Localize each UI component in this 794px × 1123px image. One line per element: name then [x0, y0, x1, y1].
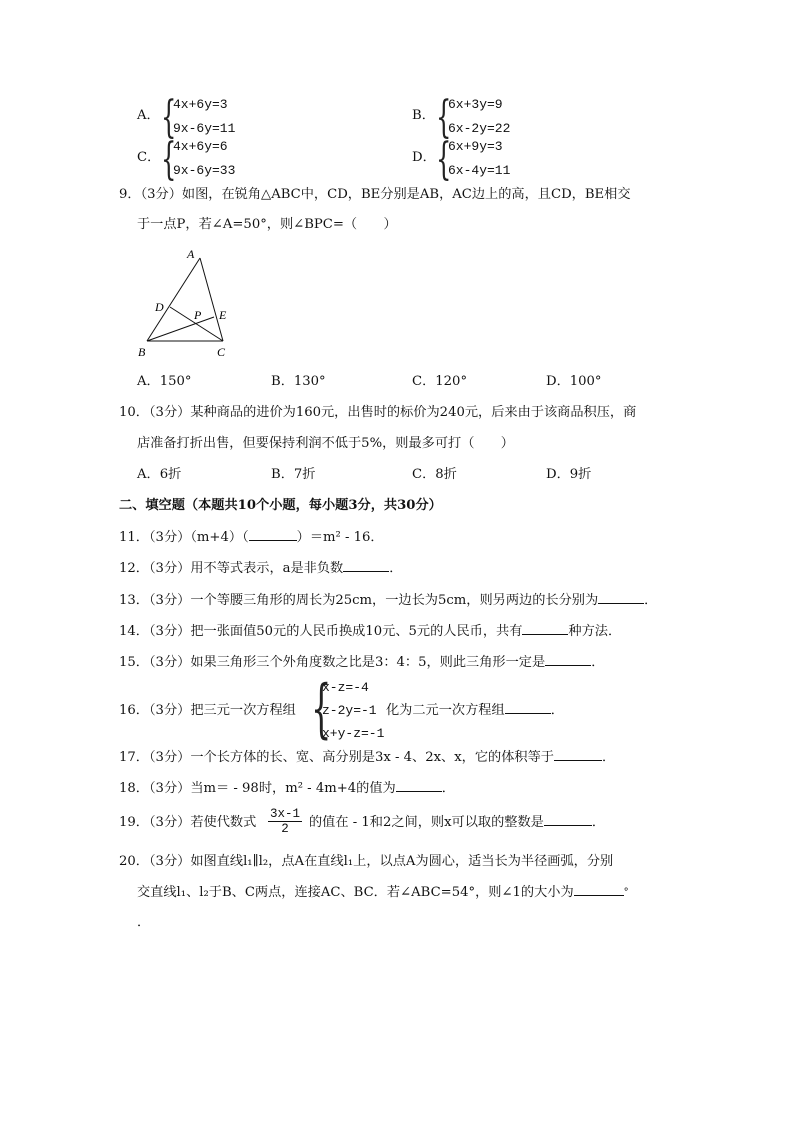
- q8-option-b-label: B．: [412, 108, 435, 123]
- q13-post: ．: [644, 593, 658, 608]
- q9-option-b: B．130°: [271, 374, 326, 389]
- q14: [119, 623, 621, 641]
- q20-line2-text: 交直线l₁、l₂于B、C两点，连接AC、BC．若∠ABC=54°，则∠1的大小为: [137, 885, 574, 900]
- q10-line1: 10．（3分）某种商品的进价为160元，出售时的标价为240元，后来由于该商品积压，商: [119, 405, 637, 420]
- brace-icon: {: [436, 92, 452, 143]
- q8-option-c-label: C．: [137, 150, 161, 165]
- label-c: C: [217, 345, 226, 359]
- label-p: P: [194, 308, 202, 322]
- q16-post: ．: [550, 703, 564, 718]
- q19-post: ．: [591, 815, 606, 830]
- answer-blank: [522, 634, 568, 635]
- answer-blank: [545, 665, 591, 666]
- q8-c-eq1: 4x+6y=6: [173, 139, 228, 154]
- q19-mid: 的值在 - 1和2之间，则x可以取的整数是: [309, 815, 544, 830]
- q13-pre: 13．（3分）一个等腰三角形的周长为25cm，一边长为5cm，则另两边的长分别为: [119, 593, 599, 608]
- label-b: B: [138, 345, 146, 359]
- q11-post: ）＝m² - 16．: [296, 530, 384, 545]
- q15: [119, 654, 604, 672]
- q8-option-d-label: D．: [412, 150, 436, 165]
- q9-line2: 于一点P，若∠A=50°，则∠BPC=（ ）: [137, 217, 397, 232]
- label-a: A: [187, 247, 195, 261]
- q9-option-a: A．150°: [137, 374, 192, 389]
- answer-blank: [343, 571, 389, 572]
- q14-pre: 14．（3分）把一张面值50元的人民币换成10元、5元的人民币，共有: [119, 624, 523, 639]
- q8-a-eq1: 4x+6y=3: [173, 97, 228, 112]
- label-d: D: [155, 300, 164, 314]
- triangle-figure: [130, 245, 250, 365]
- q15-post: ．: [591, 655, 605, 670]
- brace-icon: {: [161, 134, 177, 185]
- q9-line1: 9．（3分）如图，在锐角△ABC中，CD，BE分别是AB，AC边上的高，且CD，BE相交: [119, 187, 631, 202]
- q20-line3: ．: [137, 915, 151, 930]
- q8-c-eq2: 9x-6y=33: [173, 163, 236, 178]
- q19-pre: 19．（3分）若使代数式: [119, 815, 257, 830]
- q16-mid: 化为二元一次方程组: [386, 703, 505, 718]
- q17-pre: 17．（3分）一个长方体的长、宽、高分别是3x - 4、2x、x，它的体积等于: [119, 750, 554, 765]
- q16-pre: 16．（3分）把三元一次方程组: [119, 703, 296, 718]
- q8-option-a-label: A．: [137, 108, 160, 123]
- fraction-denominator: 2: [281, 822, 289, 836]
- q13: [119, 592, 657, 610]
- q10-option-c: C．8折: [412, 467, 457, 482]
- q15-pre: 15．（3分）如果三角形三个外角度数之比是3：4：5，则此三角形一定是: [119, 655, 546, 670]
- q17-post: ．: [601, 750, 616, 765]
- q10-option-a: A．6折: [137, 467, 182, 482]
- q8-a-eq2: 9x-6y=11: [173, 121, 236, 136]
- section-heading: 二、填空题（本题共10个小题，每小题3分，共30分）: [119, 498, 442, 513]
- answer-blank: [249, 540, 297, 541]
- brace-icon: {: [436, 134, 452, 185]
- q8-b-eq1: 6x+3y=9: [448, 97, 503, 112]
- q16-tail: [386, 702, 564, 720]
- q20-line1: 20．（3分）如图直线l₁∥l₂，点A在直线l₁上，以点A为圆心，适当长为半径画弧，分别: [119, 854, 614, 869]
- q16-eq1: x-z=-4: [322, 680, 369, 695]
- q17: [119, 749, 615, 767]
- q10-line2: 店准备打折出售，但要保持利润不低于5%，则最多可打（ ）: [137, 436, 514, 451]
- q14-post: 种方法．: [568, 624, 622, 639]
- q16-eq3: x+y-z=-1: [322, 726, 385, 741]
- q19-tail: [309, 814, 605, 832]
- q8-b-eq2: 6x-2y=22: [448, 121, 511, 136]
- answer-blank: [544, 825, 592, 826]
- q10-option-b: B．7折: [271, 467, 316, 482]
- q18-pre: 18．（3分）当m＝ - 98时，m² - 4m+4的值为: [119, 781, 396, 796]
- answer-blank: [574, 895, 624, 896]
- answer-blank: [598, 603, 644, 604]
- q8-d-eq1: 6x+9y=3: [448, 139, 503, 154]
- q16-eq2: z-2y=-1: [322, 703, 377, 718]
- q18: [119, 780, 455, 798]
- degree-mark: °: [623, 887, 629, 898]
- answer-blank: [396, 791, 442, 792]
- q8-d-eq2: 6x-4y=11: [448, 163, 511, 178]
- q12-post: ．: [389, 561, 403, 576]
- q20-line2: [137, 884, 629, 902]
- fraction-numerator: 3x-1: [270, 807, 301, 821]
- q11: [119, 529, 384, 547]
- q12-pre: 12．（3分）用不等式表示，a是非负数: [119, 561, 344, 576]
- answer-blank: [554, 760, 602, 761]
- label-e: E: [219, 308, 227, 322]
- q11-pre: 11．（3分）（m+4）（: [119, 530, 249, 545]
- brace-icon: {: [161, 92, 177, 143]
- brace-icon: {: [311, 672, 332, 746]
- q19-fraction: [268, 807, 302, 836]
- q18-post: ．: [441, 781, 455, 796]
- q12: [119, 560, 402, 578]
- answer-blank: [505, 713, 551, 714]
- q9-option-d: D．100°: [546, 374, 602, 389]
- q9-option-c: C．120°: [412, 374, 468, 389]
- q10-option-d: D．9折: [546, 467, 592, 482]
